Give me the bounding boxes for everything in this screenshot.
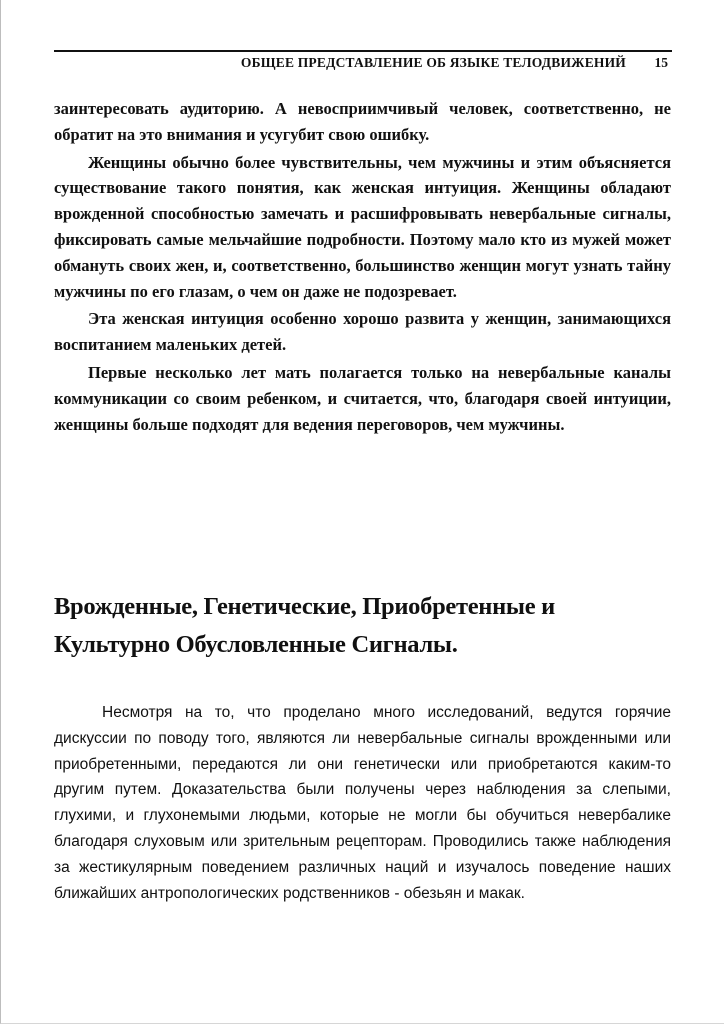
section-heading-line-1: Врожденные, Генетические, Приобретенные и [54,593,555,620]
running-header-title: ОБЩЕЕ ПРЕДСТАВЛЕНИЕ ОБ ЯЗЫКЕ ТЕЛОДВИЖЕНИЙ [240,55,626,70]
paragraph-continued: заинтересовать аудиторию. А невосприимчивый человек, соответственно, не обратит на это внимания и усугубит свою ошибку. [54,99,671,144]
section-heading-line-2: Культурно Обусловленные Сигналы. [54,631,458,658]
paragraph-mother-nonverbal: Первые несколько лет мать полагается только на невербальные каналы коммуникации со своим ребенком, и считается, что, благодаря своей интуиции, женщины больше подходят для ведения переговоров, чем мужчины. [54,362,671,434]
page-number: 15 [654,55,668,70]
paragraph-female-intuition: Эта женская интуиция особенно хорошо развита у женщин, занимающихся воспитанием маленьких детей. [54,309,671,355]
top-text-block [54,96,671,439]
paragraph-women-sensitivity: Женщины обычно более чувствительны, чем мужчины и этим объясняется существование такого понятия, как женская интуиция. Женщины обладают врожденной способностью замечать и расшифровывать невербальные сигналы, фиксировать самые мельчайшие подробности. Поэтому мало кто из мужей может обмануть своих жен, и, соответственно, большинство женщин могут узнать тайну мужчины по его глазам, о чем он даже не подозревает. [54,152,671,301]
section-text-block [54,700,671,906]
section-heading [54,588,671,664]
running-header [54,50,672,76]
section-paragraph: Несмотря на то, что проделано много исследований, ведутся горячие дискуссии по поводу того, являются ли невербальные сигналы врожденными или приобретенными, передаются ли они генетически или приобретаются каким-то другим путем. Доказательства были получены через наблюдения за слепыми, глухими, и глухонемыми людьми, которые не могли бы обучиться невербалике благодаря слуховым или зрительным рецепторам. Проводились также наблюдения за жестикулярным поведением различных наций и изучалось поведение наших ближайших антропологических родственников - обезьян и макак. [54,704,671,902]
